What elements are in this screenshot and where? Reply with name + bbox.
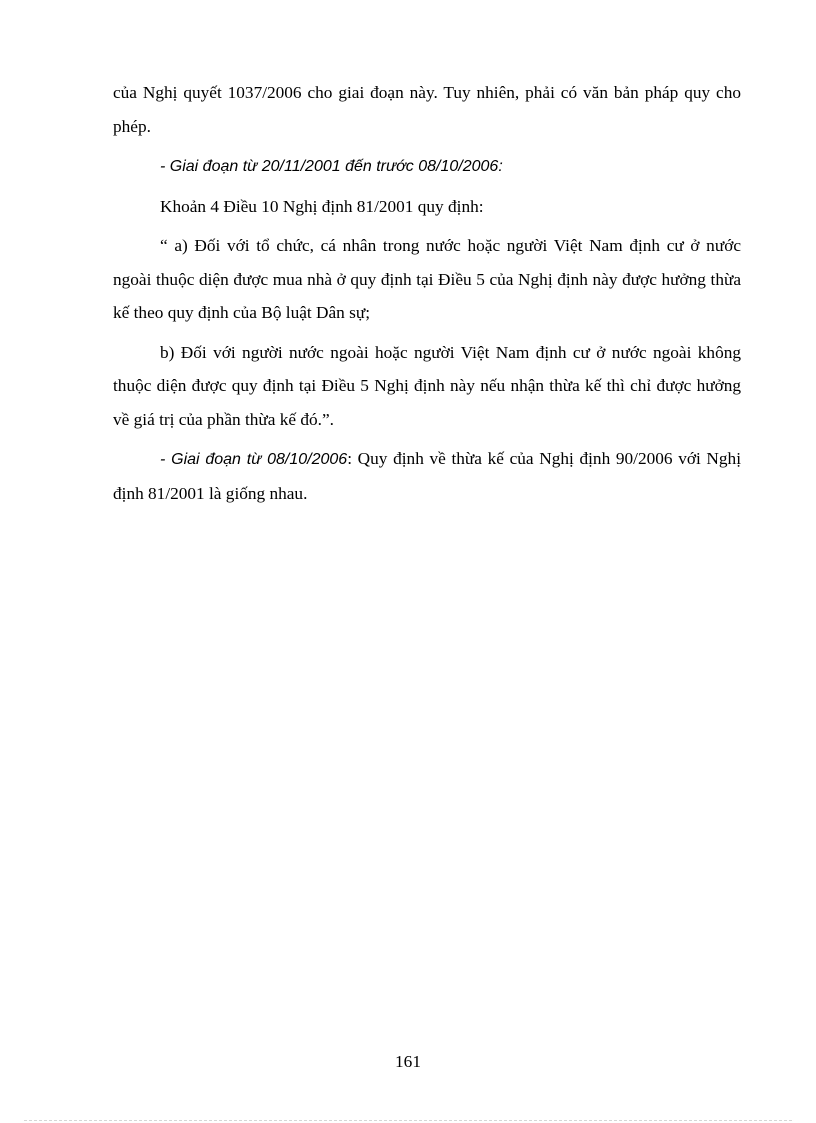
paragraph-clause-intro: Khoản 4 Điều 10 Nghị định 81/2001 quy định: [160, 196, 484, 216]
paragraph-clause-a: “ a) Đối với tổ chức, cá nhân trong nước hoặc người Việt Nam định cư ở nước ngoài thuộc diện được mua nhà ở quy định tại Điều 5 của Nghị định này được hưởng thừa kế theo quy định của Bộ luật Dân sự; [113, 236, 741, 322]
page-number: 161 [395, 1052, 421, 1071]
document-body [113, 76, 741, 510]
page-bottom-divider [24, 1120, 792, 1121]
period-heading-1: - Giai đoạn từ 20/11/2001 đến trước 08/10/2006: [160, 158, 503, 175]
paragraph-period-heading-1 [113, 149, 741, 184]
period-heading-2: - Giai đoạn từ 08/10/2006 [160, 451, 348, 468]
paragraph-continuation: của Nghị quyết 1037/2006 cho giai đoạn này. Tuy nhiên, phải có văn bản pháp quy cho phép. [113, 83, 741, 136]
period-2-text: : Quy định về thừa kế của Nghị định 90/2006 với Nghị định 81/2001 là giống nhau. [113, 449, 741, 503]
paragraph-period-2 [113, 442, 741, 510]
paragraph-clause-b: b) Đối với người nước ngoài hoặc người Việt Nam định cư ở nước ngoài không thuộc diện được quy định tại Điều 5 Nghị định này nếu nhận thừa kế thì chỉ được hưởng về giá trị của phần thừa kế đó.”. [113, 342, 741, 429]
